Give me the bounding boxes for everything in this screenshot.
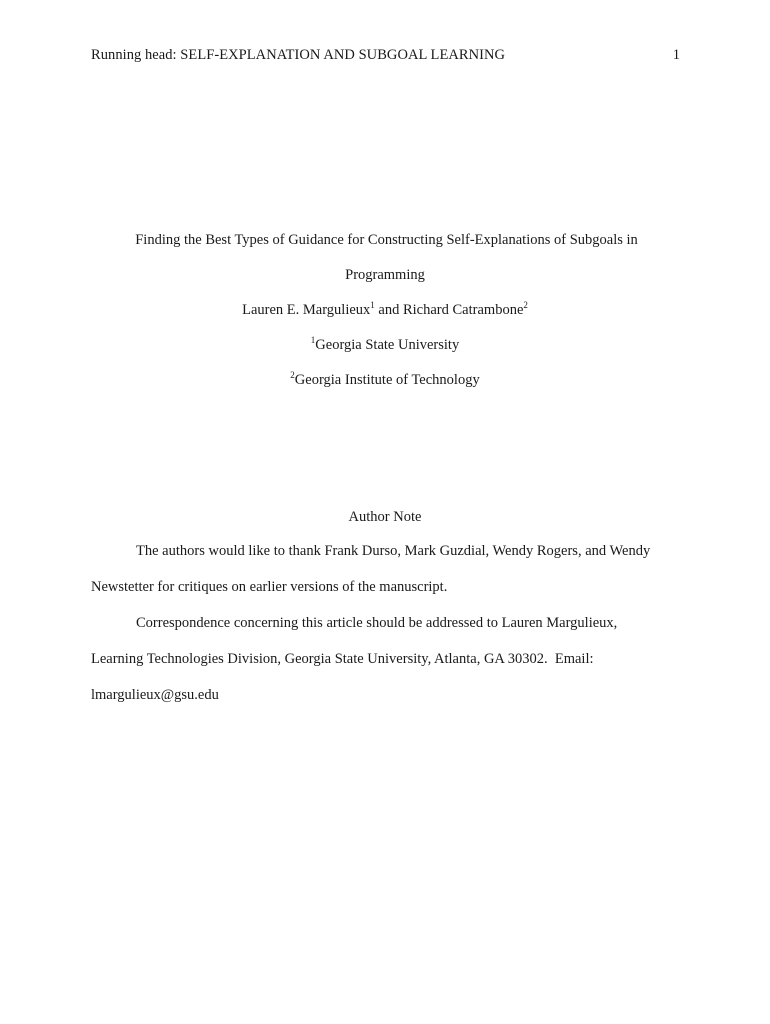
paper-title-line-1: Finding the Best Types of Guidance for Constructing Self-Explanations of Subgoals in [135, 232, 638, 248]
acknowledgment-line-2: Newstetter for critiques on earlier versions of the manuscript. [91, 579, 448, 595]
correspondence-line-2: Learning Technologies Division, Georgia State University, Atlanta, GA 30302. Email: [91, 651, 594, 667]
affiliation-2-superscript: 2 [290, 370, 295, 380]
author-1-name: Lauren E. Margulieux [242, 302, 371, 318]
correspondence-line-1: Correspondence concerning this article should be addressed to Lauren Margulieux, [136, 615, 618, 631]
affiliation-2 [0, 370, 770, 405]
running-head: Running head: SELF-EXPLANATION AND SUBGOAL LEARNING [91, 47, 506, 63]
page-number: 1 [672, 47, 680, 63]
author-note-body [91, 541, 691, 721]
correspondence-email: lmargulieux@gsu.edu [91, 687, 219, 703]
author-connector: and [374, 302, 403, 318]
paper-title-line-2: Programming [345, 267, 425, 283]
author-note-heading: Author Note [348, 509, 422, 525]
author-2-superscript: 2 [523, 300, 528, 310]
affiliation-2-name: Georgia Institute of Technology [294, 372, 480, 388]
author-1-superscript: 1 [370, 300, 375, 310]
affiliation-1-superscript: 1 [310, 335, 316, 345]
affiliation-1 [0, 335, 770, 370]
author-2-name: Richard Catrambone [402, 302, 524, 318]
affiliation-1-name: Georgia State University [315, 337, 460, 353]
title-block [0, 230, 770, 405]
author-line [0, 300, 770, 335]
acknowledgment-line-1: The authors would like to thank Frank Durso, Mark Guzdial, Wendy Rogers, and Wendy [136, 543, 651, 559]
